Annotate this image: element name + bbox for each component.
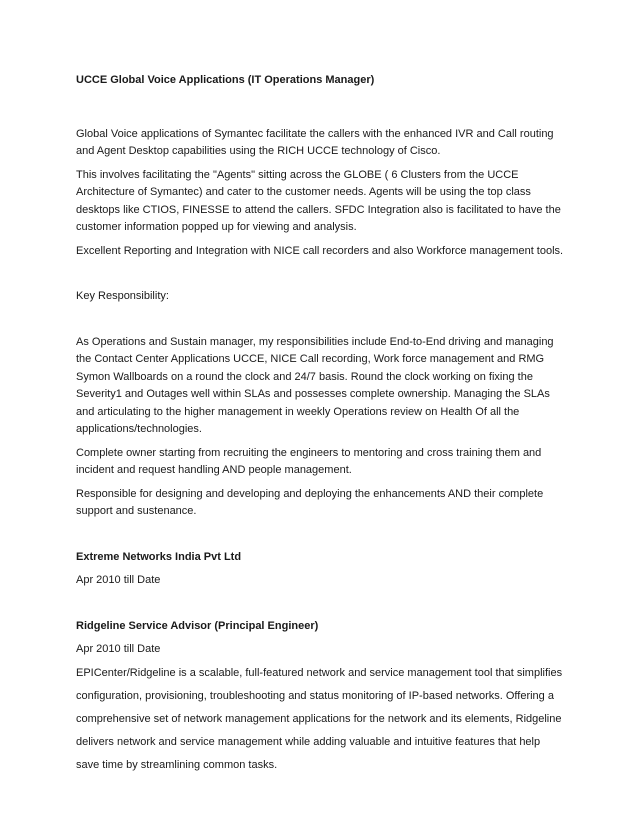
document-body	[76, 72, 566, 777]
company-name: Extreme Networks India Pvt Ltd	[76, 550, 242, 563]
paragraph-owner: Complete owner starting from recruiting the engineers to mentoring and cross training them and incident and request handling AND people management.	[76, 446, 542, 476]
company-dates: Apr 2010 till Date	[76, 574, 161, 586]
role-dates: Apr 2010 till Date	[76, 643, 161, 655]
role-title: Ridgeline Service Advisor (Principal Engineer)	[76, 619, 319, 632]
paragraph-responsible: Responsible for designing and developing and deploying the enhancements AND their complete support and sustenance.	[76, 487, 544, 517]
paragraph-operations: As Operations and Sustain manager, my responsibilities include End-to-End driving and managing the Contact Center Applications UCCE, NICE Call recording, Work force management and RMG Symon Wallboards on a round the clock and 24/7 basis. Round the clock working on fixing the Severity1 and Outages well within SLAs and possesses complete ownership. Managing the SLAs and articulating to the higher management in weekly Operations review on Health Of all the applications/technologies.	[76, 335, 554, 435]
role-description: EPICenter/Ridgeline is a scalable, full-featured network and service management tool that simplifies configuration, provisioning, troubleshooting and status monitoring of IP-based networks. Offering a comprehensive set of network management applications for the network and its elements, Ridgeline delivers network and service management while adding valuable and intuitive features that help save time by streamlining common tasks.	[76, 666, 563, 771]
paragraph-agents: This involves facilitating the "Agents" sitting across the GLOBE ( 6 Clusters from the UCCE Architecture of Symantec) and cater to the customer needs. Agents will be using the top class desktops like CTIOS, FINESSE to attend the callers. SFDC Integration also is facilitated to have the customer information popped up for viewing and analysis.	[76, 168, 561, 233]
paragraph-global-voice: Global Voice applications of Symantec facilitate the callers with the enhanced IVR and Call routing and Agent Desktop capabilities using the RICH UCCE technology of Cisco.	[76, 127, 554, 157]
section-title: UCCE Global Voice Applications (IT Operations Manager)	[76, 74, 375, 86]
paragraph-reporting: Excellent Reporting and Integration with NICE call recorders and also Workforce management tools.	[76, 244, 564, 257]
key-responsibility-label: Key Responsibility:	[76, 290, 169, 302]
